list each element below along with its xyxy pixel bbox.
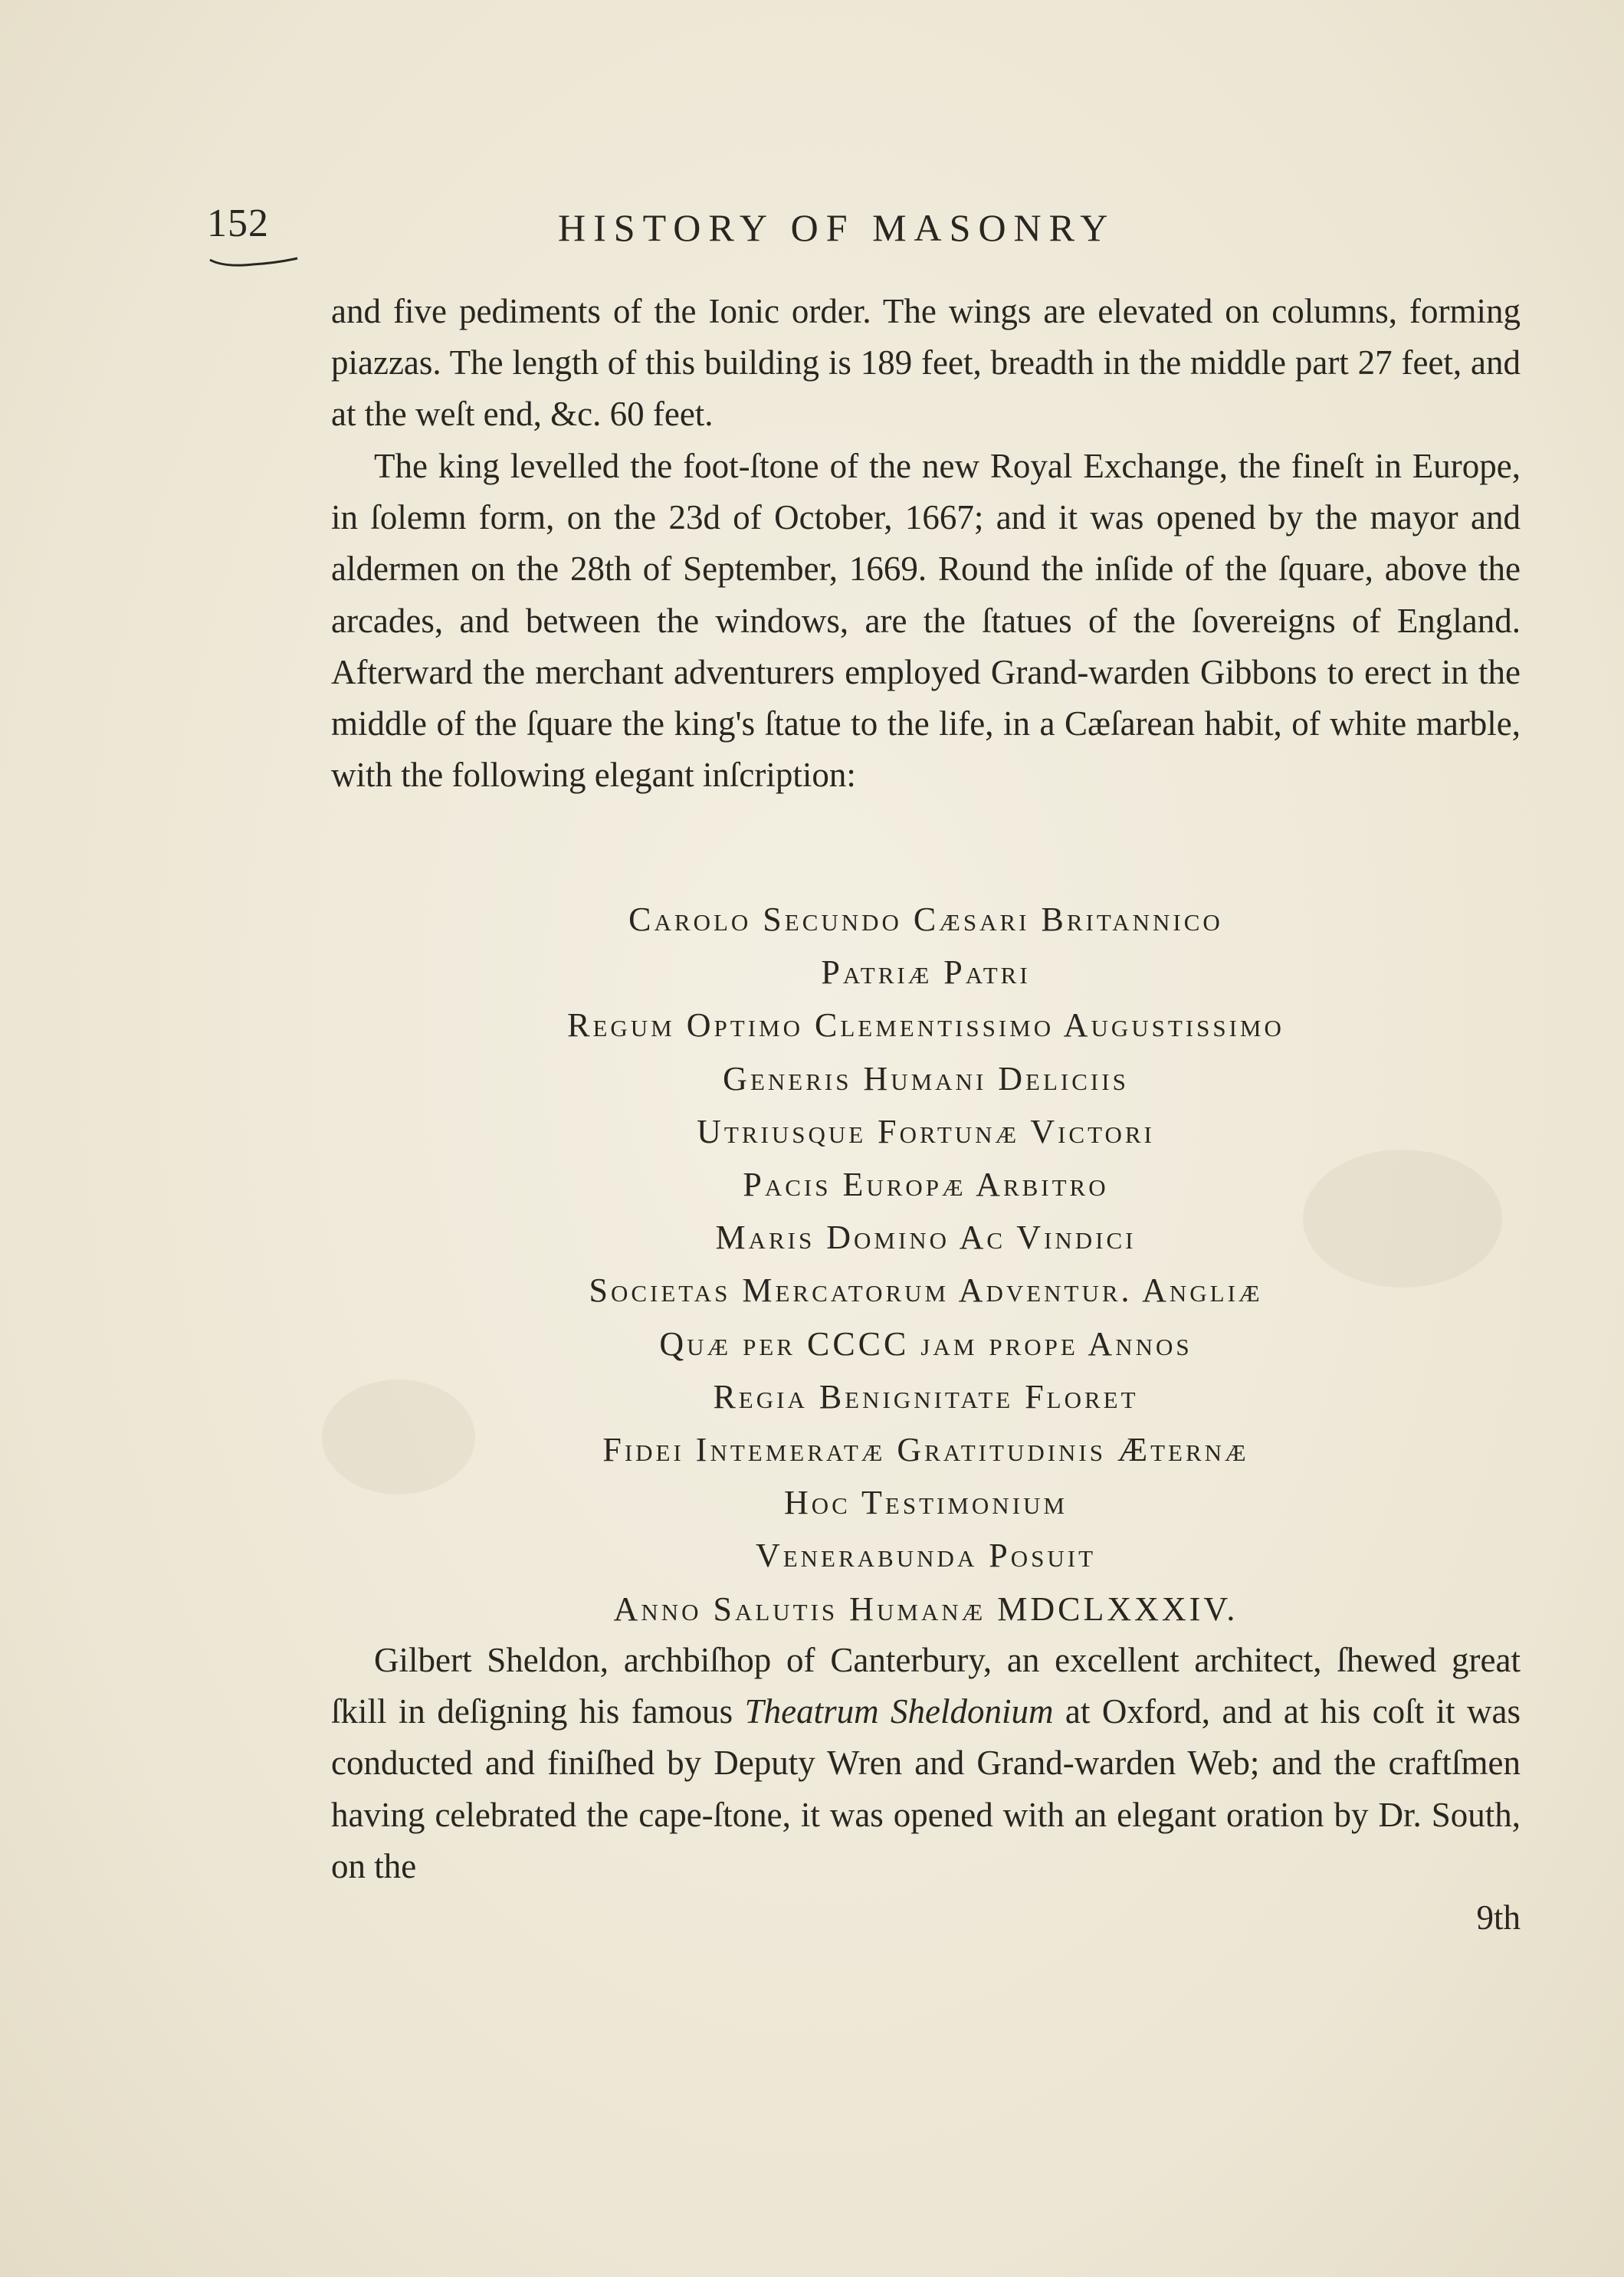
inscription-line: Generis Humani Deliciis bbox=[723, 1059, 1129, 1097]
paragraph-text: Gilbert Sheldon, archbiſhop of Canterbury, an excellent architect, ſhewed great ſkill in deſigning his famous bbox=[331, 1641, 1521, 1731]
page-number: 152 bbox=[207, 202, 269, 245]
paragraph-text: at Oxford, and at his coſt it was conducted and finiſhed by Deputy Wren and Grand-warden Web; and the craftſmen having celebrated the cape-ſtone, it was opened with an elegant oration by Dr. South, on the bbox=[331, 1692, 1521, 1885]
inscription-line: Patriæ Patri bbox=[821, 953, 1031, 992]
statue-inscription bbox=[331, 893, 1521, 1636]
italic-title: Theatrum Sheldonium bbox=[744, 1692, 1054, 1731]
inscription-line: Anno Salutis Humanæ MDCLXXXIV. bbox=[613, 1590, 1239, 1628]
inscription-line: Maris Domino Ac Vindici bbox=[715, 1219, 1137, 1257]
catchword: 9th bbox=[1476, 1898, 1521, 1937]
paragraph-sheldon bbox=[331, 1635, 1521, 1892]
paragraph-royal-exchange: The king levelled the foot-ſtone of the new Royal Exchange, the fineſt in Europe, in ſolemn form, on the 23d of October, 1667; and it was opened by the mayor and aldermen on the 28th of September, 1669. Round the inſide of the ſquare, above the arcades, and between the windows, are the ſtatues of the ſovereigns of England. Afterward the merchant adventurers employed Grand-warden Gibbons to erect in the middle of the ſquare the king's ſtatue to the life, in a Cæſarean habit, of white marble, with the following elegant inſcription: bbox=[331, 447, 1521, 795]
inscription-line: Carolo Secundo Cæsari Britannico bbox=[628, 901, 1223, 938]
inscription-line: Hoc Testimonium bbox=[784, 1484, 1068, 1522]
inscription-line: Fidei Intemeratæ Gratitudinis Æternæ bbox=[602, 1431, 1249, 1469]
inscription-line: Venerabunda Posuit bbox=[755, 1537, 1097, 1575]
inscription-line: Utriusque Fortunæ Victori bbox=[697, 1112, 1155, 1150]
inscription-line: Regum Optimo Clementissimo Augustissimo bbox=[567, 1006, 1284, 1045]
inscription-line: Pacis Europæ Arbitro bbox=[743, 1166, 1109, 1204]
page-number-flourish bbox=[208, 257, 299, 269]
paragraph-continued: and five pediments of the Ionic order. The wings are elevated on columns, forming piazzas. The length of this building is 189 feet, breadth in the middle part 27 feet, and at the weſt end, &c. 60 feet. bbox=[331, 292, 1521, 434]
inscription-line: Regia Benignitate Floret bbox=[713, 1377, 1139, 1416]
inscription-line: Quæ per CCCC jam prope Annos bbox=[659, 1324, 1193, 1363]
inscription-line: Societas Mercatorum Adventur. Angliæ bbox=[589, 1271, 1263, 1310]
running-head: HISTORY OF MASONRY bbox=[558, 206, 1116, 249]
